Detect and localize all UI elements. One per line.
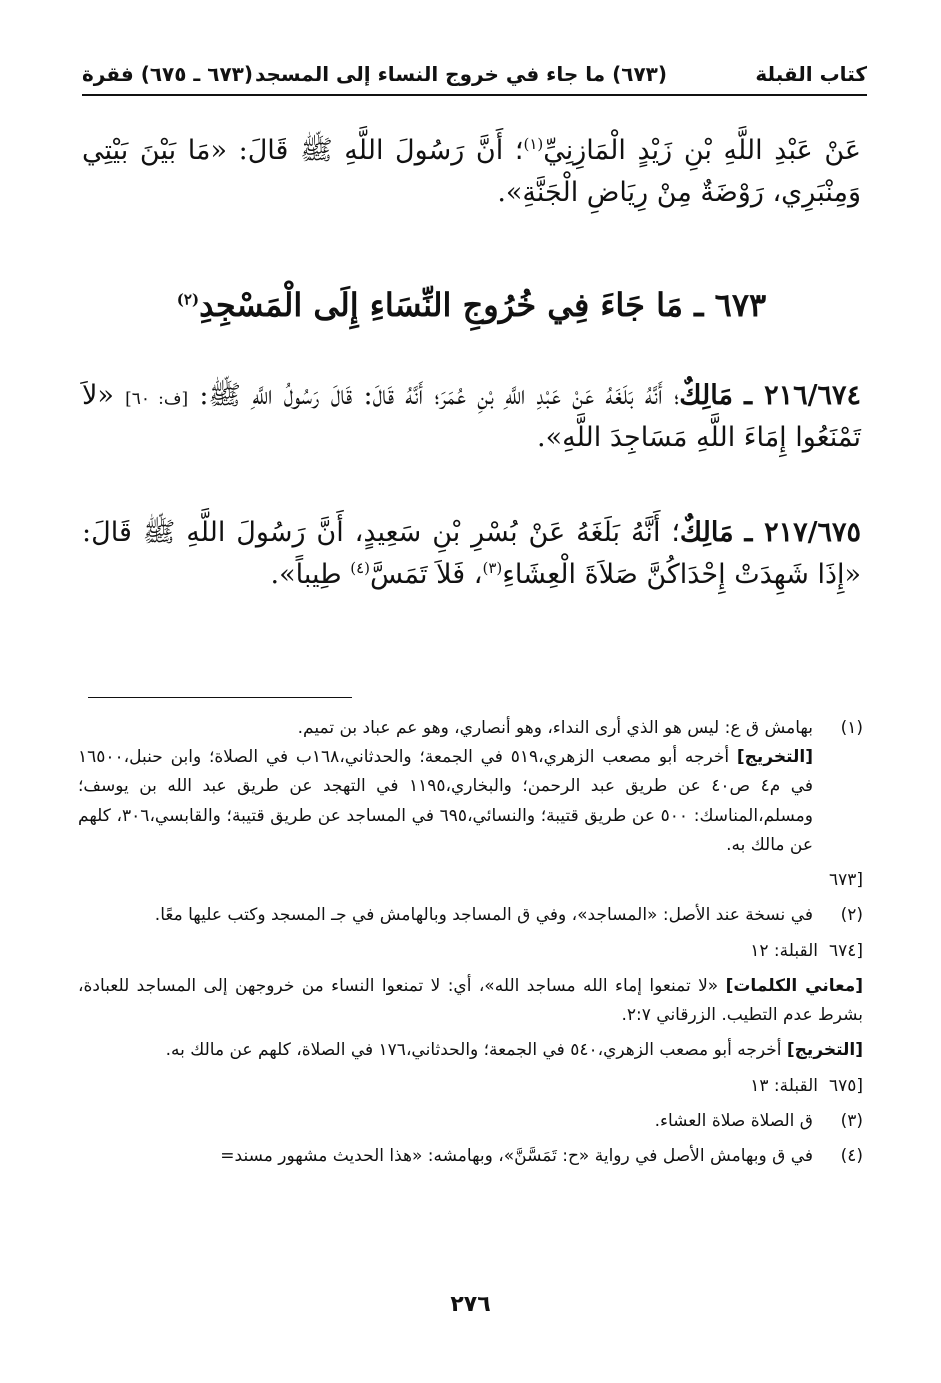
paragraph-marker-674 — [78, 937, 863, 966]
paragraph-marker-675 — [78, 1072, 863, 1101]
header-paragraph-range: (٦٧٣ ـ ٦٧٥) فقرة — [82, 62, 253, 86]
footnotes — [78, 714, 863, 1177]
takhrij-674-text: أخرجه أبو مصعب الزهري،٥٤٠ في الجمعة؛ والحدثاني،١٧٦ في الصلاة، كلهم عن مالك به. — [165, 1040, 787, 1061]
marker-675-bracket: [٦٧٥ — [828, 1075, 863, 1096]
hadith-prev-text-b: ؛ أَنَّ رَسُولَ اللَّهِ ﷺ قَالَ: «مَا بَيْنَ بَيْتِي وَمِنْبَرِي، رَوْضَةٌ مِنْ رِيَاضِ الْجَنَّةِ». — [82, 135, 861, 208]
takhrij-label-674: [التخريج] — [786, 1040, 863, 1061]
header-chapter-title: (٦٧٣) ما جاء في خروج النساء إلى المسجد — [254, 62, 667, 86]
marker-674-bracket: [٦٧٤ — [828, 940, 863, 961]
hadith-prev-text-a: عَنْ عَبْدِ اللَّهِ بْنِ زَيْدٍ الْمَازِنِيِّ — [543, 135, 861, 166]
hadith-prev-text — [82, 130, 861, 214]
footnote-3 — [78, 1107, 863, 1136]
footnote-4 — [78, 1142, 863, 1171]
footnote-ref-3: (٣) — [482, 558, 503, 577]
footnote-ref-2: (٢) — [176, 290, 200, 309]
header-book-title: كتاب القبلة — [755, 62, 867, 86]
footnote-1-number: (١) — [840, 718, 863, 738]
page-number: ٢٧٦ — [450, 1292, 491, 1317]
meanings-text: «لا تمنعوا إماء الله مساجد الله»، أي: لا تمنعوا النساء من خروجهن إلى المساجد للعبادة، بشرط عدم التطيب. الزرقاني ٢:٧. — [78, 975, 863, 1026]
takhrij-674 — [78, 1036, 863, 1065]
header-divider — [82, 94, 867, 96]
footnote-1-line1: بهامش ق ع: ليس هو الذي أرى النداء، وهو أنصاري، وهو عم عباد بن تميم. — [297, 718, 813, 738]
page-marker: [ف: ٦٠] — [125, 389, 189, 409]
hadith-675-text-b: ، فَلاَ تَمَسَّ — [370, 558, 483, 590]
footnote-3-number: (٣) — [840, 1110, 863, 1131]
marker-674-text: القبلة: ١٢ — [750, 940, 818, 961]
hadith-674-text-a: ؛ أَنَّهُ بَلَغَهُ عَنْ عَبْدِ اللَّهِ بْنِ عُمَرَ؛ أَنَّهُ قَالَ: قَالَ رَسُولُ اللَّهِ ﷺ: — [199, 380, 680, 411]
footnote-2-number: (٢) — [840, 905, 863, 926]
footnote-1 — [78, 714, 863, 860]
meanings-label: [معاني الكلمات] — [725, 975, 863, 996]
footnote-1-takhrij: أخرجه أبو مصعب الزهري،٥١٩ في الجمعة؛ والحدثاني،١٦٨ب في الصلاة؛ وابن حنبل،١٦٥٠٠ في م٤ ص٤٠ عن طريق عبد الرحمن؛ والبخاري،١١٩٥ في التهجد عن طريق عبد الله بن يوسف؛ ومسلم،المناسك: ٥٠٠ عن طريق قتيبة؛ والنسائي،٦٩٥ في المساجد عن طريق قتيبة؛ والقابسي،٣٠٦، كلهم عن مالك به. — [78, 747, 813, 855]
hadith-675 — [82, 512, 861, 596]
paragraph-marker-673: [٦٧٣ — [828, 870, 863, 891]
marker-675-text: القبلة: ١٣ — [750, 1075, 818, 1096]
meanings-674 — [78, 972, 863, 1030]
footnote-divider — [88, 697, 352, 698]
footnote-3-text: ق الصلاة صلاة العشاء. — [654, 1110, 813, 1131]
takhrij-label-1: [التخريج] — [736, 747, 813, 768]
chapter-heading-text: ٦٧٣ ـ مَا جَاءَ فِي خُرُوجِ النِّسَاءِ إِلَى الْمَسْجِدِ — [199, 286, 767, 324]
footnote-4-number: (٤) — [840, 1146, 863, 1167]
hadith-674-text-b: «لاَ تَمْنَعُوا إِمَاءَ اللَّهِ مَسَاجِدَ اللَّهِ». — [82, 380, 861, 453]
footnote-4-text: في ق وبهامش الأصل في رواية «ح: تَمَسَّنَّ»، وبهامشه: «هذا الحديث مشهور مسند= — [220, 1146, 813, 1167]
hadith-675-narrator: مَالِكٌ — [679, 517, 734, 548]
footnote-2-text: في نسخة عند الأصل: «المساجد»، وفي ق المساجد وبالهامش في جـ المسجد وكتب عليها معًا. — [154, 905, 813, 926]
hadith-675-text-a: ؛ أَنَّهُ بَلَغَهُ عَنْ بُسْرِ بْنِ سَعِيدٍ، أَنَّ رَسُولَ اللَّهِ ﷺ قَالَ: «إِذَا شَهِدَتْ إِحْدَاكُنَّ صَلاَةَ الْعِشَاءِ — [82, 517, 861, 590]
footnote-ref-1: (١) — [523, 135, 544, 153]
footnote-ref-4: (٤) — [350, 558, 370, 577]
running-header — [82, 56, 867, 90]
footnote-2 — [78, 901, 863, 930]
hadith-674-narrator: مَالِكٌ — [679, 380, 733, 411]
hadith-674-number: ٢١٦/٦٧٤ ـ — [744, 380, 861, 411]
hadith-675-number: ٢١٧/٦٧٥ ـ — [744, 517, 861, 548]
chapter-heading — [82, 286, 861, 324]
hadith-674 — [82, 375, 861, 459]
hadith-675-text-c: طِيباً». — [270, 558, 351, 590]
